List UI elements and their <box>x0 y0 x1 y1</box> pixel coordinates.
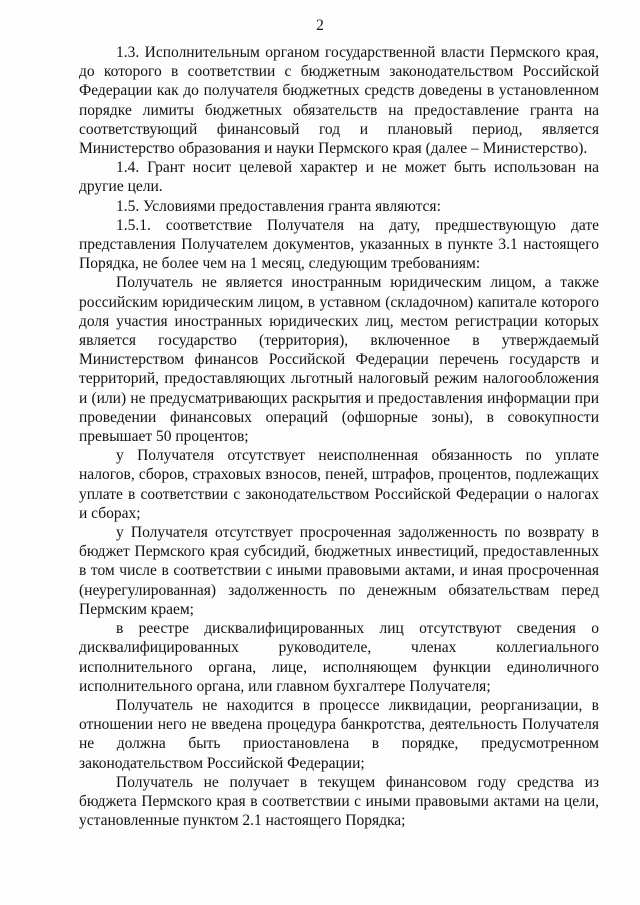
requirement-no-overdue-debt: у Получателя отсутствует просроченная задолженность по возврату в бюджет Пермского края субсидий, бюджетных инвестиций, предоставленных в том числе в соответствии с иными правовыми актами, и иная просроченная (неурегулированная) задолженность по денежным обязательствам перед Пермским краем; <box>79 524 599 618</box>
document-body <box>79 43 599 830</box>
paragraph-1-5: 1.5. Условиями предоставления гранта являются: <box>116 197 441 215</box>
requirement-no-tax-debt: у Получателя отсутствует неисполненная обязанность по уплате налогов, сборов, страховых взносов, пеней, штрафов, процентов, подлежащих уплате в соответствии с законодательством Российской Федерации о налогах и сборах; <box>79 447 599 522</box>
paragraph-1-3: 1.3. Исполнительным органом государственной власти Пермского края, до которого в соответствии с бюджетным законодательством Российской Федерации как до получателя бюджетных средств доведены в установленном порядке лимиты бюджетных обязательств на предоставление гранта на соответствующий финансовый год и плановый период, является Министерство образования и науки Пермского края (далее – Министерство). <box>79 44 599 158</box>
paragraph-1-4: 1.4. Грант носит целевой характер и не может быть использован на другие цели. <box>79 159 599 196</box>
requirement-not-in-liquidation: Получатель не находится в процессе ликвидации, реорганизации, в отношении него не введена процедура банкротства, деятельность Получателя не должна быть приостановлена в порядке, предусмотренном законодательством Российской Федерации; <box>79 696 599 772</box>
requirement-no-other-budget-funds: Получатель не получает в текущем финансовом году средства из бюджета Пермского края в соответствии с иными правовыми актами на цели, установленные пунктом 2.1 настоящего Порядка; <box>79 773 599 830</box>
paragraph-1-5-1: 1.5.1. соответствие Получателя на дату, предшествующую дате представления Получателем документов, указанных в пункте 3.1 настоящего Порядка, не более чем на 1 месяц, следующим требованиям: <box>79 216 599 273</box>
requirement-no-disqualified-persons: в реестре дисквалифицированных лиц отсутствуют сведения о дисквалифицированных руководителе, членах коллегиального исполнительного органа, лице, исполняющем функции единоличного исполнительного органа, или главном бухгалтере Получателя; <box>79 620 599 695</box>
requirement-not-foreign-entity: Получатель не является иностранным юридическим лицом, а также российским юридическим лицом, в уставном (складочном) капитале которого доля участия иностранных юридических лиц, местом регистрации которых является государство (территория), включенное в утверждаемый Министерством финансов Российской Федерации перечень государств и территорий, предоставляющих льготный налоговый режим налогообложения и (или) не предусматривающих раскрытия и предоставления информации при проведении финансовых операций (офшорные зоны), в совокупности превышает 50 процентов; <box>79 274 599 446</box>
page-number: 2 <box>316 17 324 34</box>
